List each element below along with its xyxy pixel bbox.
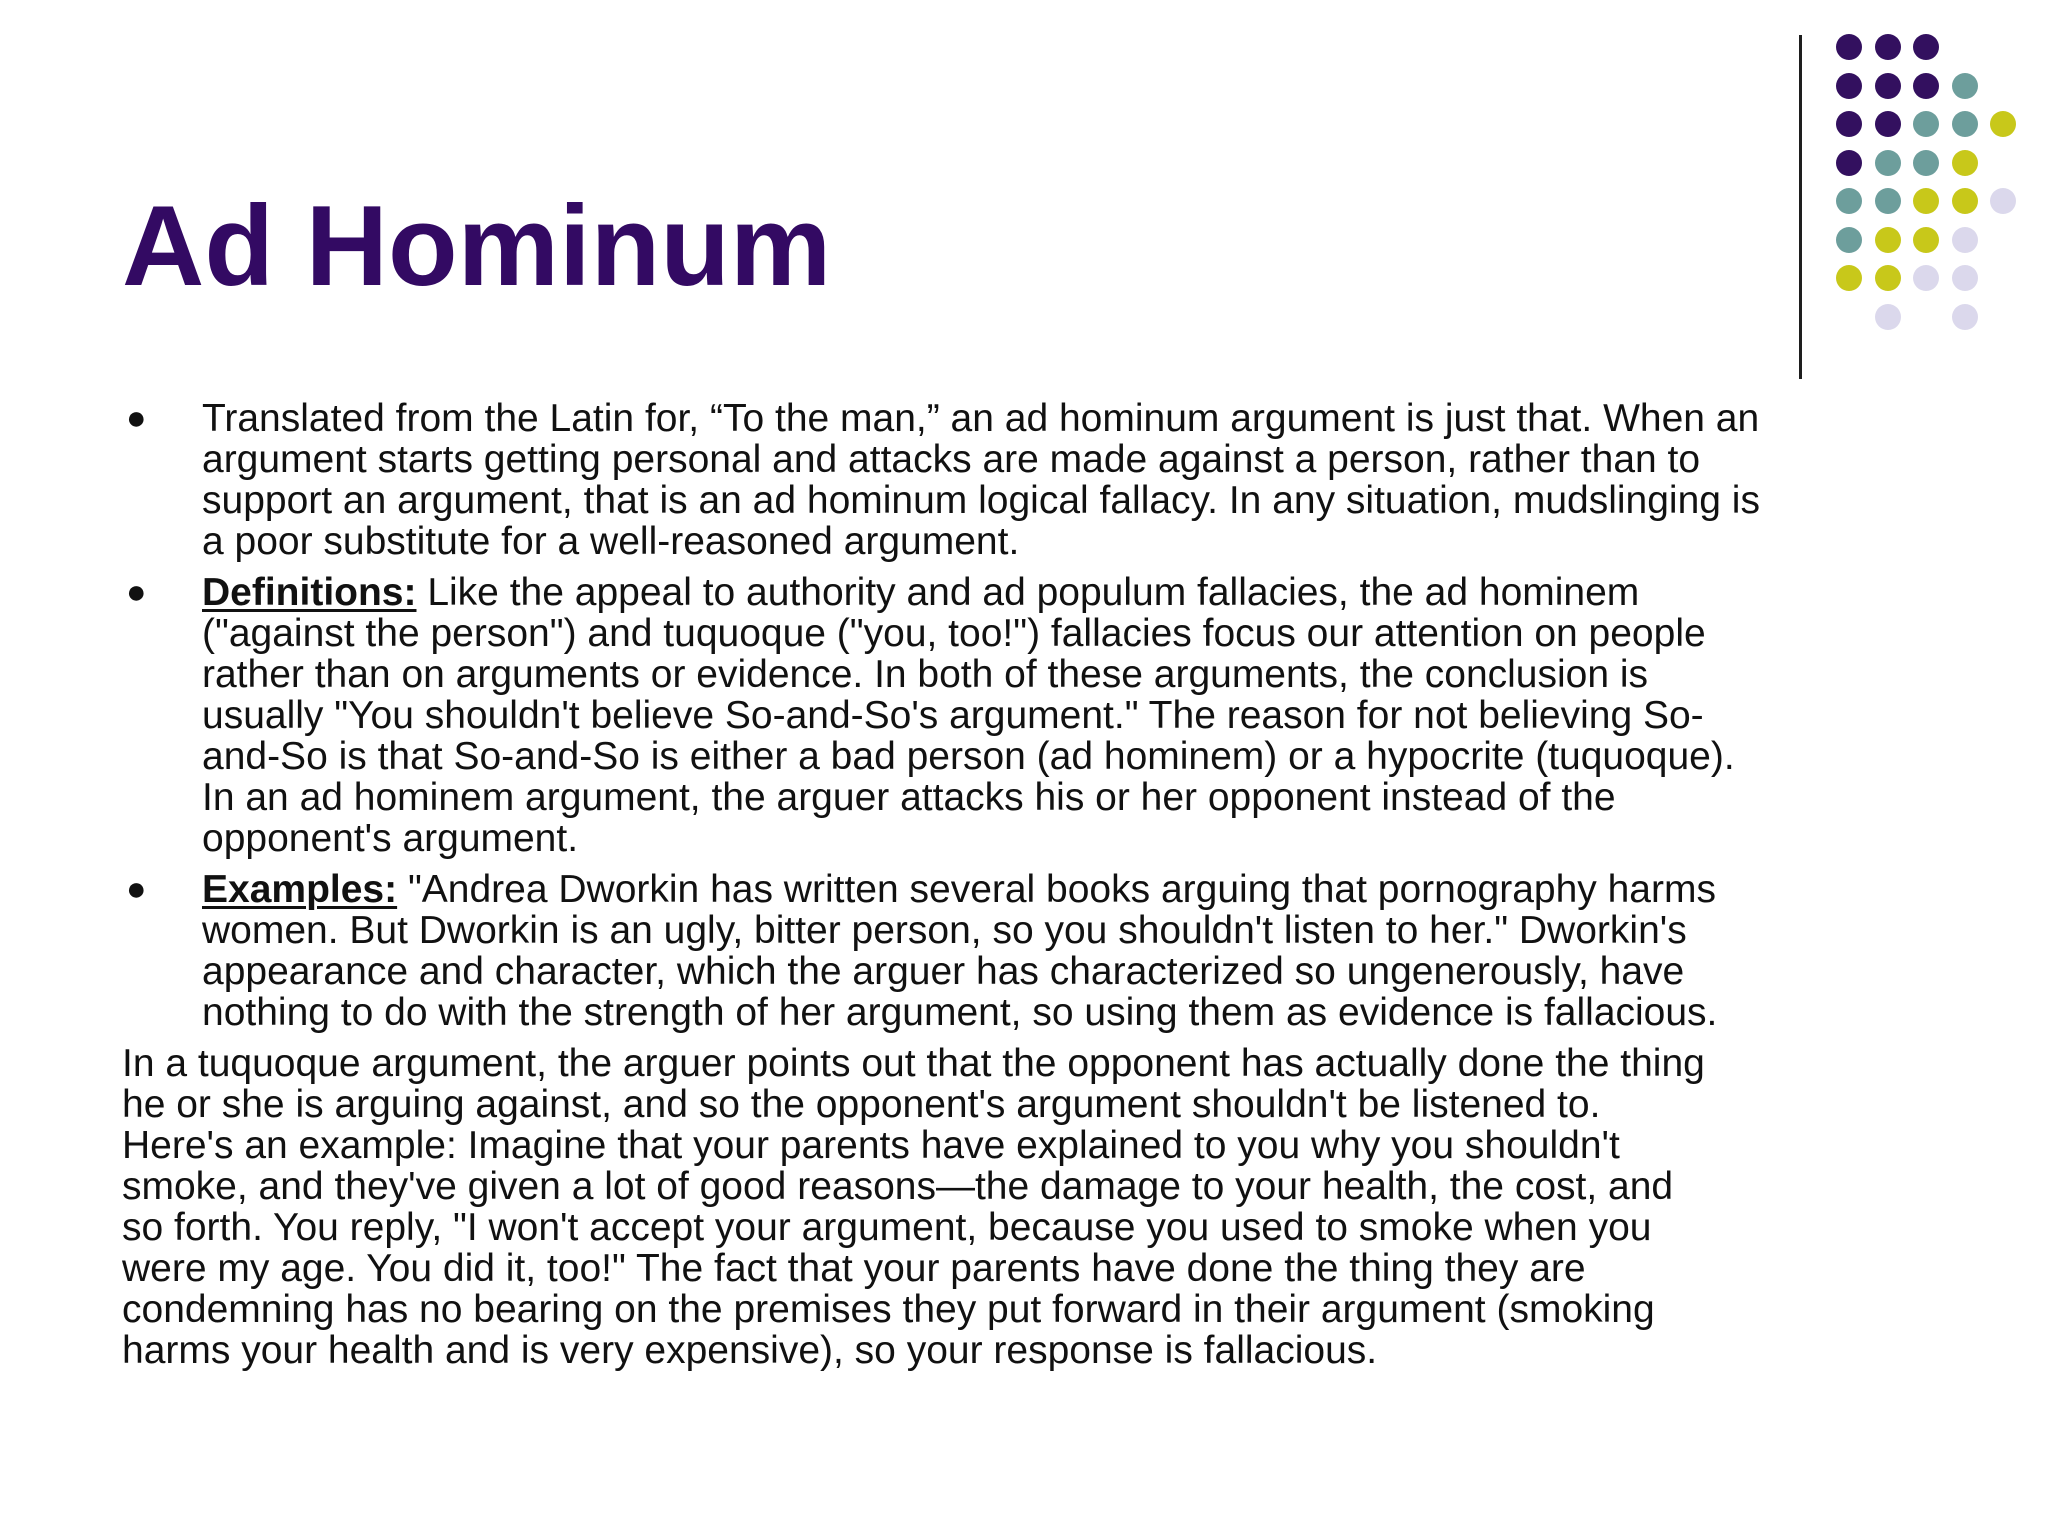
slide-title: Ad Hominum — [122, 183, 832, 310]
decorative-dot — [1952, 265, 1978, 291]
decorative-dot — [1875, 304, 1901, 330]
bullet-icon: ● — [126, 573, 147, 611]
bullet-line: In an ad hominem argument, the arguer attacks his or her opponent instead of the — [202, 776, 1616, 819]
closing-paragraph-tuquoque — [122, 1043, 1952, 1371]
decorative-dot — [1875, 34, 1901, 60]
decorative-dot — [1990, 188, 2016, 214]
closing-line: Here's an example: Imagine that your parents have explained to you why you shouldn't — [122, 1124, 1620, 1167]
bullet-icon: ● — [126, 399, 147, 437]
bullet-line-tail: Like the appeal to authority and ad populum fallacies, the ad hominem — [416, 571, 1640, 614]
decorative-dot — [1952, 150, 1978, 176]
closing-line: condemning has no bearing on the premises they put forward in their argument (smoking — [122, 1288, 1655, 1331]
bullet-line: Translated from the Latin for, “To the man,” an ad hominum argument is just that. When an — [202, 397, 1760, 440]
decorative-dot — [1913, 150, 1939, 176]
decorative-dot — [1836, 150, 1862, 176]
decorative-dot — [1836, 34, 1862, 60]
bullet-line-tail: "Andrea Dworkin has written several books arguing that pornography harms — [397, 868, 1716, 911]
bullet-first-line — [202, 869, 1952, 910]
decorative-dot — [1952, 73, 1978, 99]
bullet-icon: ● — [126, 870, 147, 908]
decorative-dot — [1875, 73, 1901, 99]
decorative-dot — [1836, 73, 1862, 99]
decorative-dot — [1875, 111, 1901, 137]
bullet-first-line — [202, 572, 1952, 613]
bullet-line: and-So is that So-and-So is either a bad person (ad hominem) or a hypocrite (tuquoque). — [202, 735, 1735, 778]
bullet-paragraph-examples — [122, 869, 1952, 1033]
bullet-line: support an argument, that is an ad hominum logical fallacy. In any situation, mudslinging is — [202, 479, 1760, 522]
bullet-line: women. But Dworkin is an ugly, bitter person, so you shouldn't listen to her." Dworkin's — [202, 909, 1687, 952]
closing-line: were my age. You did it, too!" The fact that your parents have done the thing they are — [122, 1247, 1586, 1290]
bullet-line: appearance and character, which the arguer has characterized so ungenerously, have — [202, 950, 1685, 993]
decorative-dot — [1913, 73, 1939, 99]
decorative-dot — [1913, 188, 1939, 214]
decorative-dot — [1875, 150, 1901, 176]
bullet-paragraph-translation — [122, 398, 1952, 562]
decorative-dot — [1952, 188, 1978, 214]
decorative-dot — [1875, 188, 1901, 214]
bullet-line: ("against the person") and tuquoque ("you, too!") fallacies focus our attention on people — [202, 612, 1706, 655]
closing-line: smoke, and they've given a lot of good reasons—the damage to your health, the cost, and — [122, 1165, 1674, 1208]
bullet-line: a poor substitute for a well-reasoned argument. — [202, 520, 1020, 563]
decorative-dot — [1913, 34, 1939, 60]
definitions-label: Definitions: — [202, 571, 417, 614]
decorative-dot — [1990, 111, 2016, 137]
bullet-line: usually "You shouldn't believe So-and-So's argument." The reason for not believing So- — [202, 694, 1704, 737]
closing-line: he or she is arguing against, and so the opponent's argument shouldn't be listened to. — [122, 1083, 1601, 1126]
bullet-line: opponent's argument. — [202, 817, 579, 860]
closing-line: so forth. You reply, "I won't accept your argument, because you used to smoke when you — [122, 1206, 1652, 1249]
closing-line: In a tuquoque argument, the arguer points out that the opponent has actually done the thing — [122, 1042, 1705, 1085]
decorative-dot — [1913, 227, 1939, 253]
decorative-dot — [1836, 265, 1862, 291]
bullet-line: rather than on arguments or evidence. In both of these arguments, the conclusion is — [202, 653, 1649, 696]
decorative-dot — [1952, 227, 1978, 253]
decorative-dot — [1875, 227, 1901, 253]
decorative-dot — [1875, 265, 1901, 291]
closing-line: harms your health and is very expensive), so your response is fallacious. — [122, 1329, 1378, 1372]
slide-divider — [1799, 35, 1802, 379]
decorative-dot — [1836, 227, 1862, 253]
slide-body — [122, 398, 1952, 1371]
bullet-line: nothing to do with the strength of her argument, so using them as evidence is fallacious. — [202, 991, 1718, 1034]
decorative-dot — [1913, 265, 1939, 291]
decorative-dot — [1952, 111, 1978, 137]
bullet-line: argument starts getting personal and attacks are made against a person, rather than to — [202, 438, 1701, 481]
decorative-dot-grid — [1836, 34, 2026, 334]
decorative-dot — [1952, 304, 1978, 330]
decorative-dot — [1836, 188, 1862, 214]
decorative-dot — [1836, 111, 1862, 137]
decorative-dot — [1913, 111, 1939, 137]
bullet-paragraph-definitions — [122, 572, 1952, 859]
examples-label: Examples: — [202, 868, 398, 911]
